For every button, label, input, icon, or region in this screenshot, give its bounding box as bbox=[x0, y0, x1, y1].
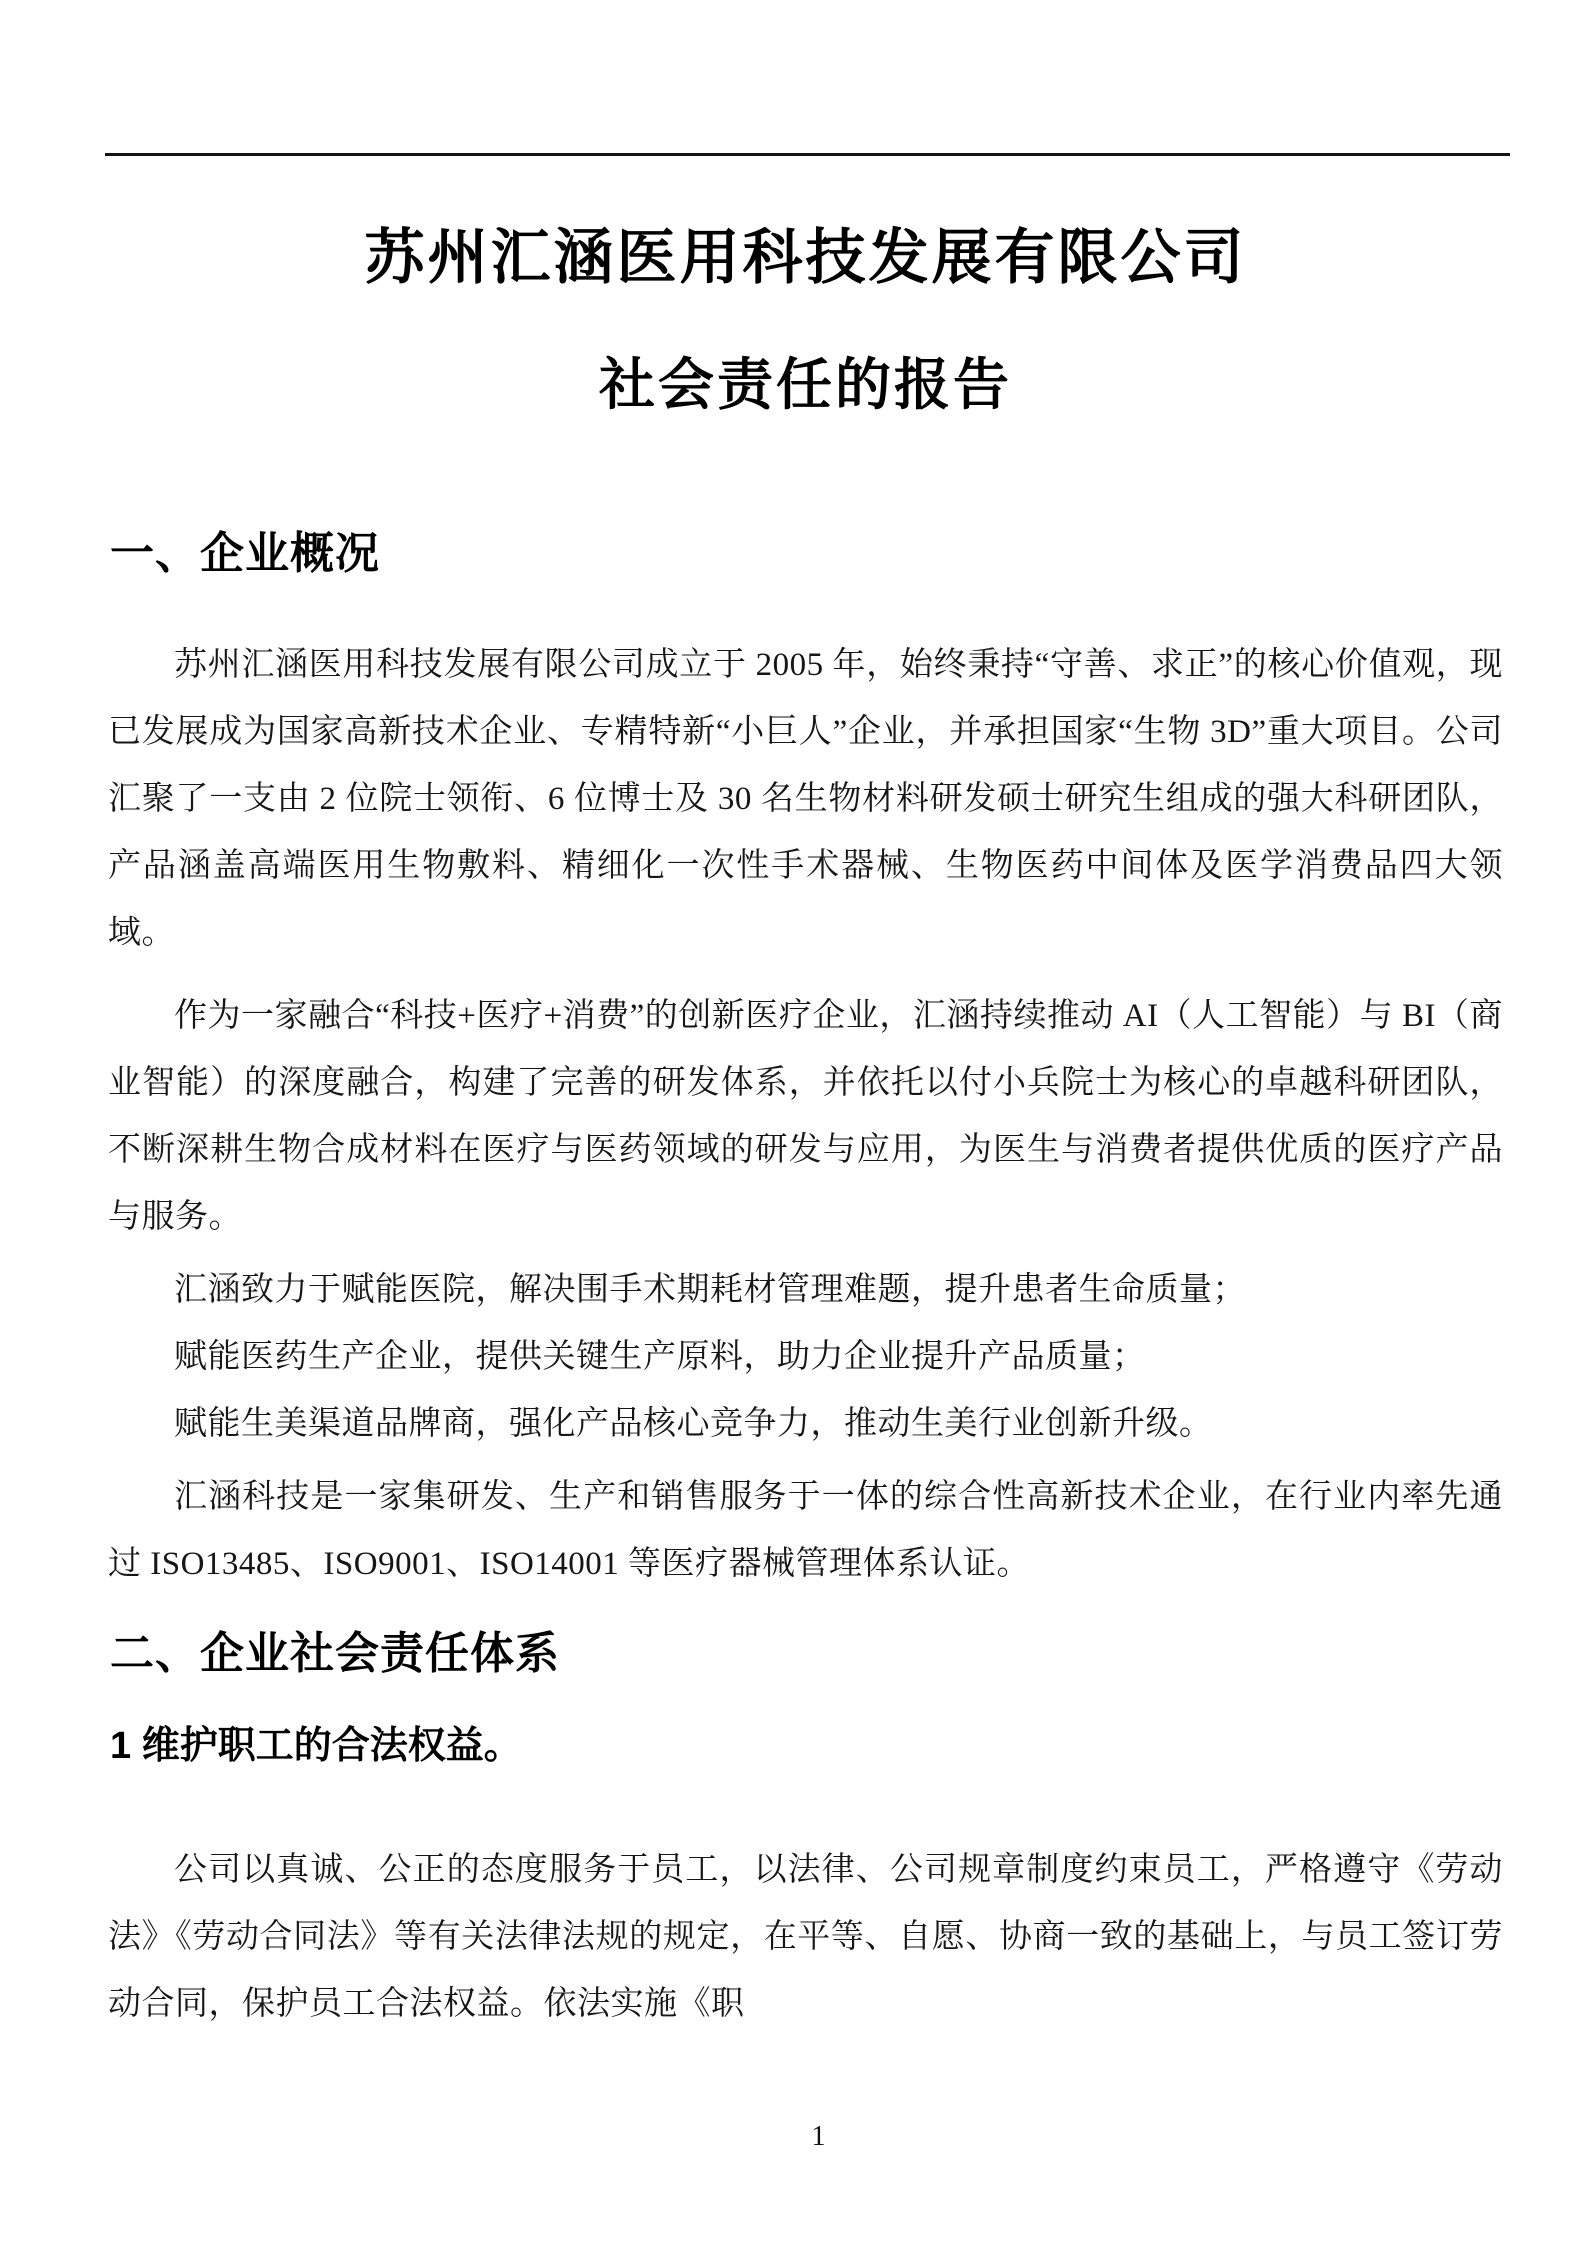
header-rule bbox=[105, 153, 1510, 156]
paragraph-empower-pharma: 赋能医药生产企业，提供关键生产原料，助力企业提升产品质量； bbox=[174, 1339, 1146, 1375]
paragraph-innovation: 作为一家融合“科技+医疗+消费”的创新医疗企业，汇涵持续推动 AI（人工智能）与 BI（商业智能）的深度融合，构建了完善的研发体系，并依托以付小兵院士为核心的卓越科研团队，不断深耕生物合成材料在医疗与医药领域的研发与应用，为医生与消费者提供优质的医疗产品与服务。 bbox=[108, 998, 1503, 1235]
subsection-heading-employee-rights: 1 维护职工的合法权益。 bbox=[110, 1725, 522, 1767]
paragraph-empower-beauty: 赋能生美渠道品牌商，强化产品核心竞争力，推动生美行业创新升级。 bbox=[174, 1406, 1213, 1442]
section-heading-csr-system: 二、企业社会责任体系 bbox=[110, 1629, 560, 1678]
section-company-overview-body bbox=[108, 632, 1503, 1598]
paragraph-empower-hospital: 汇涵致力于赋能医院，解决围手术期耗材管理难题，提升患者生命质量； bbox=[174, 1272, 1246, 1308]
paragraph-certifications: 汇涵科技是一家集研发、生产和销售服务于一体的综合性高新技术企业，在行业内率先通过 ISO13485、ISO9001、ISO14001 等医疗器械管理体系认证。 bbox=[108, 1479, 1503, 1582]
paragraph-employee-rights: 公司以真诚、公正的态度服务于员工，以法律、公司规章制度约束员工，严格遵守《劳动法》《劳动合同法》等有关法律法规的规定，在平等、自愿、协商一致的基础上，与员工签订劳动合同，保护员工合法权益。依法实施《职 bbox=[108, 1852, 1503, 2022]
document-content bbox=[108, 190, 1503, 2038]
document-subtitle: 社会责任的报告 bbox=[599, 353, 1012, 416]
document-title: 苏州汇涵医用科技发展有限公司 bbox=[364, 224, 1247, 291]
paragraph-company-intro: 苏州汇涵医用科技发展有限公司成立于 2005 年，始终秉持“守善、求正”的核心价值观，现已发展成为国家高新技术企业、专精特新“小巨人”企业，并承担国家“生物 3D”重大项目。公司汇聚了一支由 2 位院士领衔、6 位博士及 30 名生物材料研发硕士研究生组成的强大科研团队，产品涵盖高端医用生物敷料、精细化一次性手术器械、生物医药中间体及医学消费品四大领域。 bbox=[108, 647, 1503, 951]
page-number: 1 bbox=[811, 2121, 826, 2152]
section-csr-body bbox=[108, 1837, 1503, 2038]
section-heading-company-overview: 一、企业概况 bbox=[110, 529, 380, 578]
